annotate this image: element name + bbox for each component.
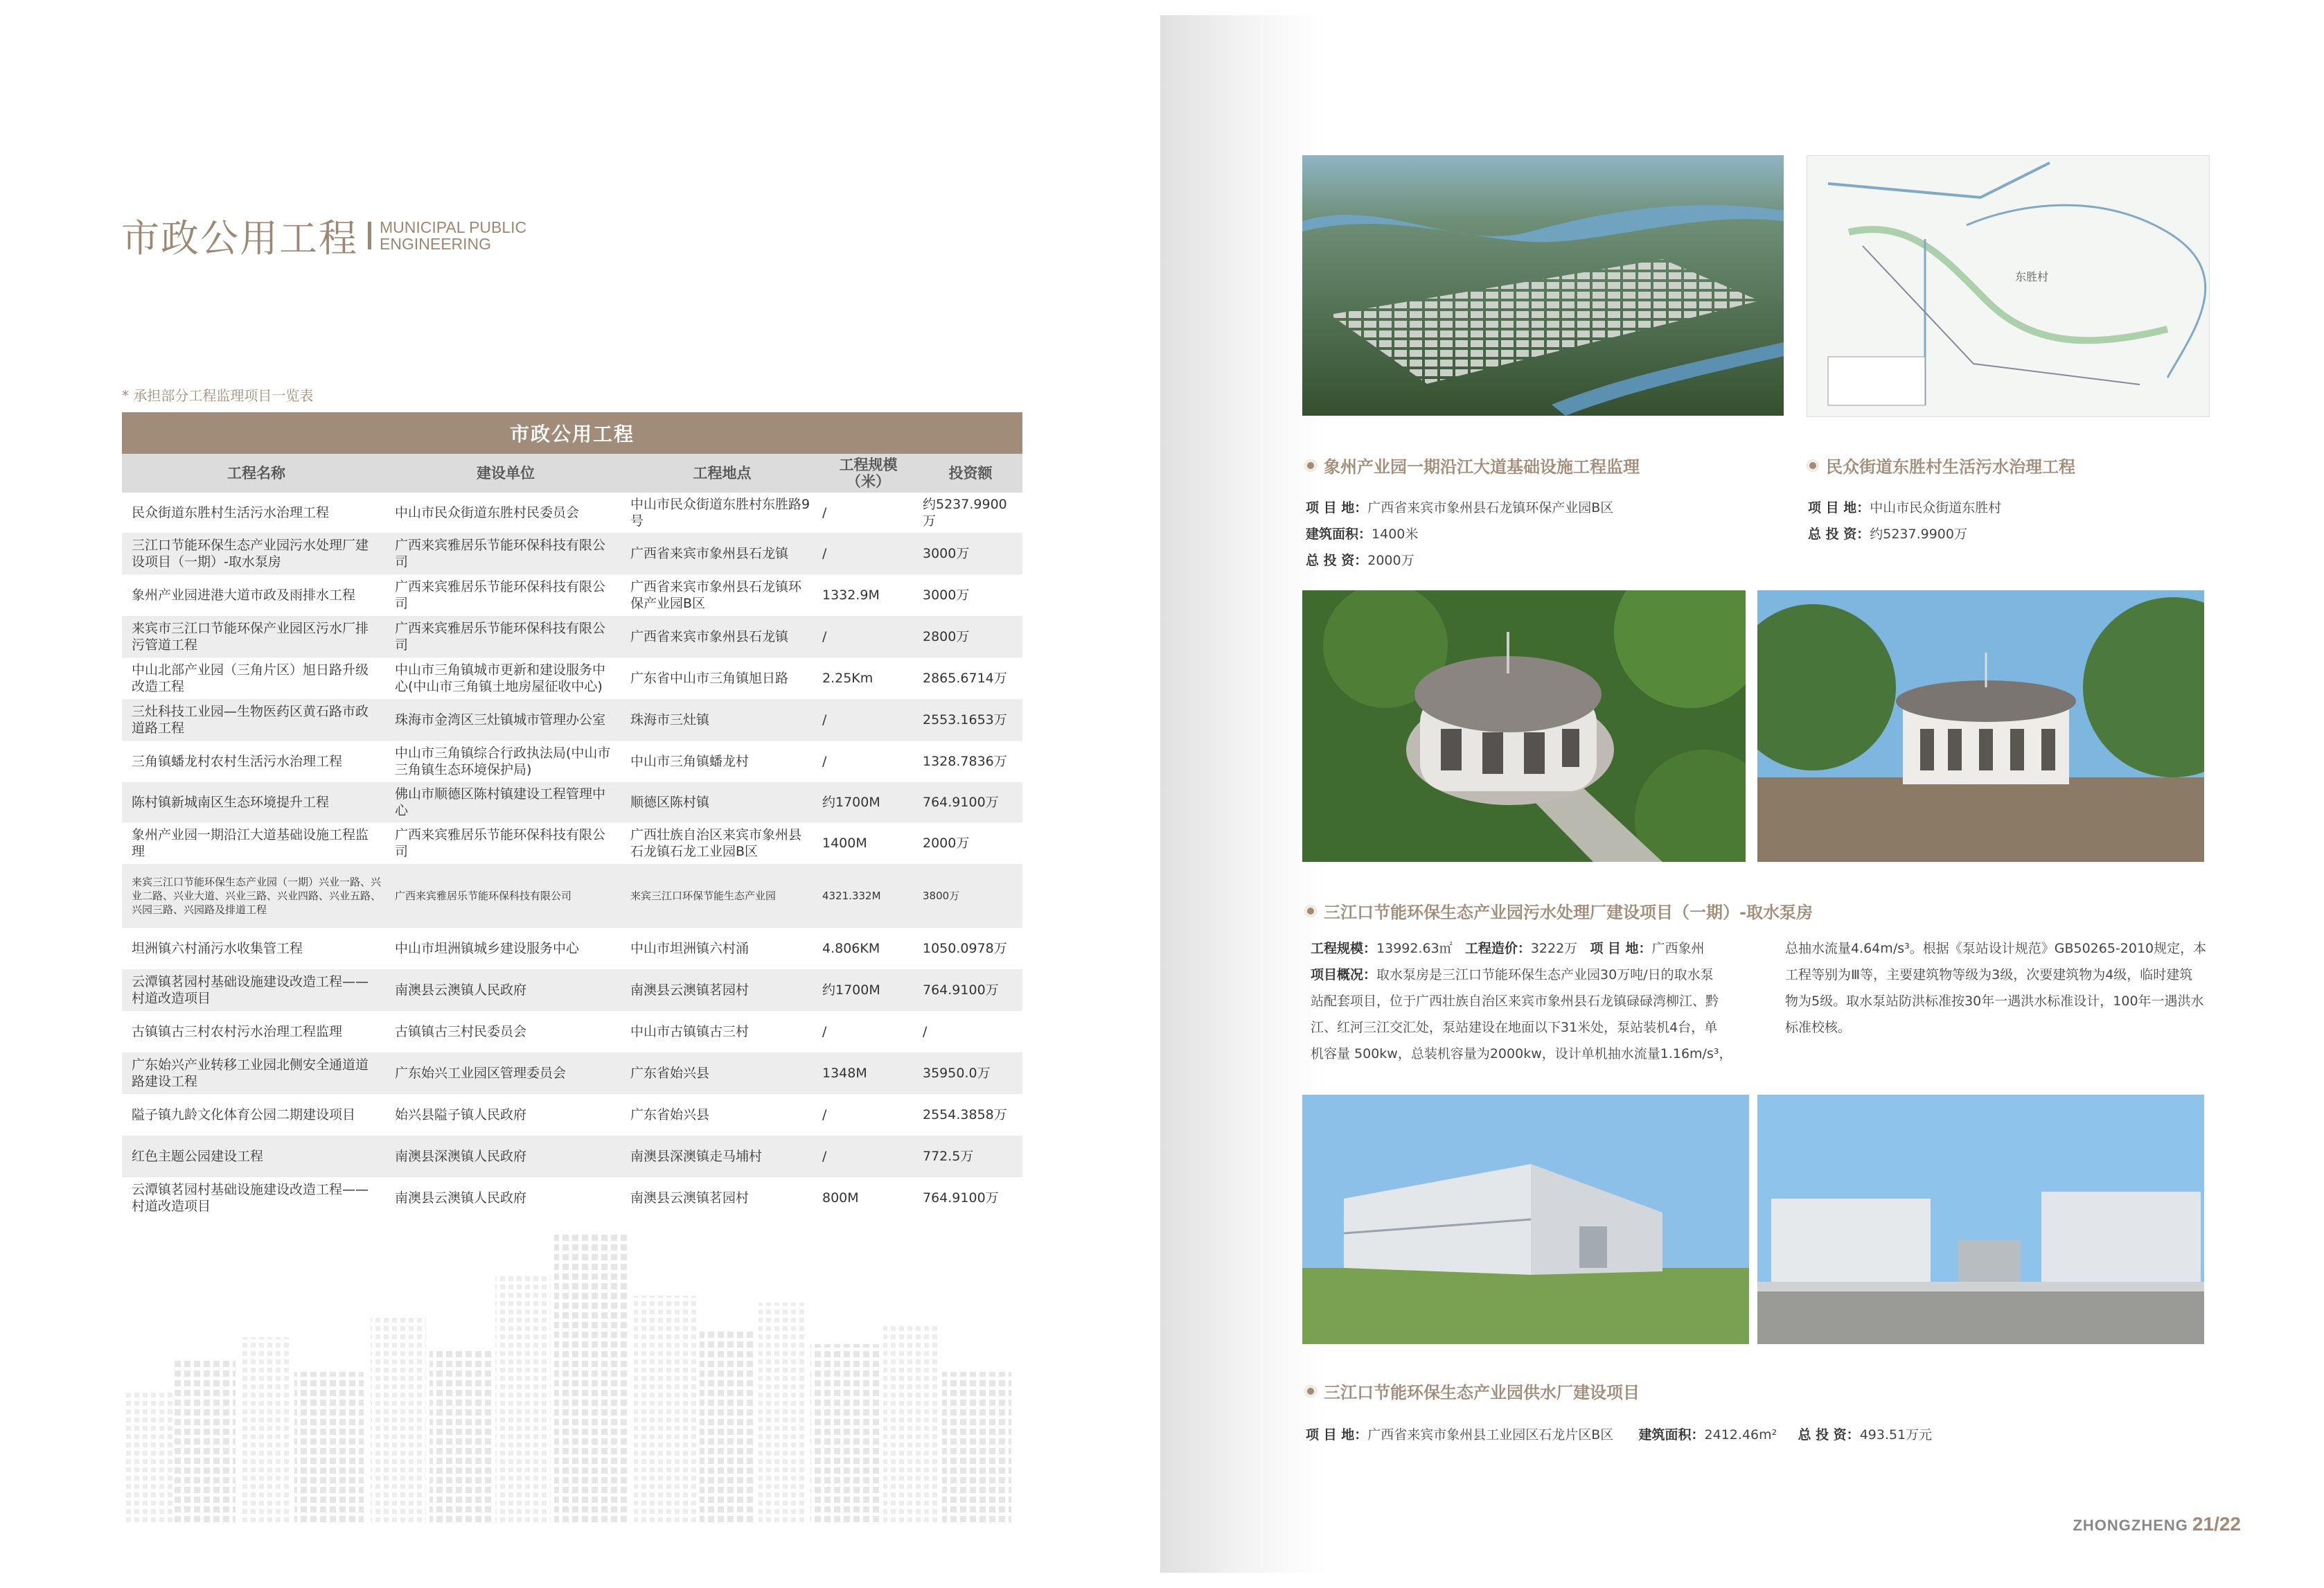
project-name-cell: 三角镇蟠龙村农村生活污水治理工程 <box>132 754 343 769</box>
table-row <box>122 658 1022 699</box>
title-divider <box>368 222 371 249</box>
table-row <box>122 822 1022 864</box>
project1-investment: 2000万 <box>1367 553 1414 568</box>
project-name-cell: 广东始兴产业转移工业园北侧安全通道道路建设工程 <box>132 1057 369 1089</box>
investment-cell: 772.5万 <box>923 1149 974 1164</box>
label: 总 投 资： <box>1808 527 1870 542</box>
column-header: 工程名称 <box>227 465 285 482</box>
investment-cell: 2000万 <box>923 836 970 851</box>
project-name-cell: 古镇镇古三村农村污水治理工程监理 <box>132 1024 343 1039</box>
label: 总 投 资： <box>1306 553 1368 568</box>
owner-cell: 珠海市金湾区三灶镇城市管理办公室 <box>395 712 606 727</box>
table-row <box>122 1011 1022 1052</box>
label: 建筑面积： <box>1306 527 1372 542</box>
water-plant-photo-right <box>1757 1095 2204 1344</box>
owner-cell: 中山市坦洲镇城乡建设服务中心 <box>395 941 580 956</box>
table-note: * 承担部分工程监理项目一览表 <box>122 387 314 404</box>
scale-cell: / <box>822 505 827 520</box>
section-title-en-line1: MUNICIPAL PUBLIC <box>380 218 527 236</box>
table-row <box>122 864 1022 928</box>
owner-cell: 南澳县云澳镇人民政府 <box>395 1190 527 1206</box>
owner-cell: 广西来宾雅居乐节能环保科技有限公司 <box>395 890 572 902</box>
project4-area: 2412.46m² <box>1704 1427 1777 1443</box>
investment-cell: 1050.0978万 <box>923 941 1007 956</box>
owner-cell: 广东始兴工业园区管理委员会 <box>395 1066 567 1081</box>
project3-right-line4: 标准校核。 <box>1785 1020 1852 1035</box>
label: 项 目 地： <box>1306 1427 1368 1443</box>
project4-caption <box>1304 1379 1640 1403</box>
project3-overview-line1: 取水泵房是三江口节能环保生态产业园30万吨/日的取水泵 <box>1376 967 1714 982</box>
label: 建筑面积： <box>1638 1427 1705 1443</box>
investment-cell: 764.9100万 <box>923 982 999 998</box>
location-cell: 中山市民众街道东胜村东胜路9号 <box>630 497 810 529</box>
project-name-cell: 隘子镇九龄文化体育公园二期建设项目 <box>132 1107 356 1122</box>
city-skyline-decoration <box>125 1233 1011 1524</box>
scale-cell: 4321.332M <box>822 890 881 902</box>
project1-caption <box>1304 453 1640 477</box>
project-name-cell: 三灶科技工业园—生物医药区黄石路市政道路工程 <box>132 704 369 736</box>
project3-title: 三江口节能环保生态产业园污水处理厂建设项目（一期）-取水泵房 <box>1324 903 1813 922</box>
project3-right-line3: 物为5级。取水泵站防洪标准按30年一遇洪水标准设计，100年一遇洪水 <box>1785 994 2204 1009</box>
owner-cell: 广西来宾雅居乐节能环保科技有限公司 <box>395 621 606 653</box>
section-title <box>121 208 526 263</box>
project-name-cell: 来宾三江口节能环保生态产业园（一期）兴业一路、兴业二路、兴业大道、兴业三路、兴业四路、兴业五路、兴园三路、兴园路及排道工程 <box>132 876 382 916</box>
owner-cell: 中山市民众街道东胜村民委员会 <box>395 505 580 520</box>
location-cell: 南澳县云澳镇茗园村 <box>630 982 749 998</box>
project1-location: 广西省来宾市象州县石龙镇环保产业园B区 <box>1367 500 1614 515</box>
label: 项 目 地： <box>1590 941 1652 956</box>
owner-cell: 南澳县深澳镇人民政府 <box>395 1149 527 1164</box>
project-table <box>122 412 1022 1219</box>
project2-caption <box>1807 453 2075 477</box>
project3-location: 广西象州 <box>1651 941 1705 956</box>
project1-info <box>1306 495 1613 574</box>
owner-cell: 广西来宾雅居乐节能环保科技有限公司 <box>395 538 606 570</box>
table-header-row <box>122 454 1022 493</box>
project-name-cell: 中山北部产业园（三角片区）旭日路升级改造工程 <box>132 662 369 694</box>
project3-scale: 13992.63㎡ <box>1376 941 1453 956</box>
project3-overview-line2: 站配套项目，位于广西壮族自治区来宾市象州县石龙镇碌碌湾柳江、黔 <box>1311 994 1719 1009</box>
project-name-cell: 象州产业园进港大道市政及雨排水工程 <box>132 588 356 603</box>
pump-house-aerial-photo <box>1302 590 1746 862</box>
project-name-cell: 陈村镇新城南区生态环境提升工程 <box>132 795 330 810</box>
label: 工程规模： <box>1311 941 1377 956</box>
project3-details-left <box>1311 935 1768 1067</box>
scale-cell: 800M <box>822 1190 859 1206</box>
owner-cell: 广西来宾雅居乐节能环保科技有限公司 <box>395 579 606 611</box>
bullet-icon <box>1304 905 1317 917</box>
table-row <box>122 699 1022 741</box>
table-row <box>122 969 1022 1011</box>
project-name-cell: 云潭镇茗园村基础设施建设改造工程——村道改造项目 <box>132 1182 369 1214</box>
investment-cell: 2553.1653万 <box>923 712 1007 727</box>
table-row <box>122 1177 1022 1219</box>
location-cell: 南澳县云澳镇茗园村 <box>630 1190 749 1206</box>
location-cell: 广西省来宾市象州县石龙镇 <box>630 546 789 561</box>
project-name-cell: 民众街道东胜村生活污水治理工程 <box>132 505 330 520</box>
project3-caption <box>1304 899 1813 923</box>
location-cell: 来宾三江口环保节能生态产业园 <box>630 890 777 902</box>
investment-cell: 764.9100万 <box>923 1190 999 1206</box>
investment-cell: 2554.3858万 <box>923 1107 1007 1122</box>
owner-cell: 广西来宾雅居乐节能环保科技有限公司 <box>395 827 606 859</box>
table-row <box>122 782 1022 822</box>
project-name-cell: 云潭镇茗园村基础设施建设改造工程——村道改造项目 <box>132 974 369 1006</box>
section-title-en <box>380 219 526 252</box>
project4-info <box>1306 1422 1932 1448</box>
page-numbers: 21/22 <box>2192 1513 2241 1535</box>
location-cell: 广西省来宾市象州县石龙镇环保产业园B区 <box>630 579 802 611</box>
project2-investment: 约5237.9900万 <box>1870 527 1967 542</box>
scale-cell: 4.806KM <box>822 941 880 956</box>
owner-cell: 佛山市顺德区陈村镇建设工程管理中心 <box>395 786 606 818</box>
investment-cell: 3000万 <box>923 546 970 561</box>
location-cell: 中山市古镇镇古三村 <box>630 1024 749 1039</box>
owner-cell: 始兴县隘子镇人民政府 <box>395 1107 527 1122</box>
column-header: 工程规模（米） <box>839 457 898 490</box>
project-name-cell: 红色主题公园建设工程 <box>132 1149 264 1164</box>
investment-cell: 2800万 <box>923 629 970 644</box>
column-header: 投资额 <box>948 465 993 482</box>
scale-cell: / <box>822 1024 827 1039</box>
project-name-cell: 坦洲镇六村涌污水收集管工程 <box>132 941 303 956</box>
investment-cell: 3000万 <box>923 588 970 603</box>
location-cell: 中山市坦洲镇六村涌 <box>630 941 749 956</box>
location-cell: 中山市三角镇蟠龙村 <box>630 754 749 769</box>
project3-right-line1: 总抽水流量4.64m/s³。根据《泵站设计规范》GB50265-2010规定，本 <box>1785 941 2207 956</box>
label: 项 目 地： <box>1306 500 1368 515</box>
project2-title: 民众街道东胜村生活污水治理工程 <box>1826 457 2075 477</box>
scale-cell: / <box>822 754 827 769</box>
investment-cell: 35950.0万 <box>923 1066 991 1081</box>
left-page <box>0 0 1160 1588</box>
label: 项目概况： <box>1311 967 1377 982</box>
location-cell: 广东省始兴县 <box>630 1107 710 1122</box>
table-row <box>122 616 1022 658</box>
scale-cell: 1348M <box>822 1066 867 1081</box>
project3-overview-line3: 江、红河三江交汇处，泵站建设在地面以下31米处，泵站装机4台，单 <box>1311 1020 1718 1035</box>
project3-cost: 3222万 <box>1530 941 1578 956</box>
village-map-image <box>1807 155 2210 417</box>
scale-cell: / <box>822 546 827 561</box>
scale-cell: / <box>822 1107 827 1122</box>
location-cell: 珠海市三灶镇 <box>630 712 710 727</box>
label: 项 目 地： <box>1808 500 1870 515</box>
scale-cell: / <box>822 629 827 644</box>
owner-cell: 中山市三角镇综合行政执法局(中山市三角镇生态环境保护局) <box>395 746 611 777</box>
map-village-label: 东胜村 <box>2015 270 2049 283</box>
scale-cell: 约1700M <box>822 982 880 998</box>
scale-cell: 2.25Km <box>822 671 873 686</box>
location-cell: 广西壮族自治区来宾市象州县石龙镇石龙工业园B区 <box>630 827 802 859</box>
section-title-en-line2: ENGINEERING <box>380 234 492 253</box>
table-row <box>122 1052 1022 1094</box>
location-cell: 广西省来宾市象州县石龙镇 <box>630 629 789 644</box>
project-name-cell: 三江口节能环保生态产业园污水处理厂建设项目（一期）-取水泵房 <box>132 538 369 570</box>
location-cell: 顺德区陈村镇 <box>630 795 710 810</box>
label: 总 投 资： <box>1798 1427 1860 1443</box>
label: 工程造价： <box>1464 941 1531 956</box>
location-cell: 广东省始兴县 <box>630 1066 710 1081</box>
table-row <box>122 533 1022 574</box>
investment-cell: 2865.6714万 <box>923 671 1007 686</box>
table-row <box>122 1136 1022 1177</box>
location-cell: 南澳县深澳镇走马埔村 <box>630 1149 763 1164</box>
project3-overview-line4: 机容量 500kw，总装机容量为2000kw，设计单机抽水流量1.16m/s³， <box>1311 1046 1732 1061</box>
table-row <box>122 741 1022 782</box>
owner-cell: 中山市三角镇城市更新和建设服务中心(中山市三角镇土地房屋征收中心) <box>395 662 606 694</box>
bullet-icon <box>1304 1385 1317 1397</box>
investment-cell: / <box>923 1024 928 1039</box>
table-row <box>122 493 1022 533</box>
right-page <box>1160 15 2324 1573</box>
table-row <box>122 574 1022 616</box>
location-cell: 广东省中山市三角镇旭日路 <box>630 671 789 686</box>
column-header: 建设单位 <box>477 465 535 482</box>
aerial-park-photo <box>1302 155 1784 416</box>
project4-location: 广西省来宾市象州县工业园区石龙片区B区 <box>1367 1427 1614 1443</box>
investment-cell: 764.9100万 <box>923 795 999 810</box>
project4-title: 三江口节能环保生态产业园供水厂建设项目 <box>1324 1383 1640 1402</box>
scale-cell: 约1700M <box>822 795 880 810</box>
bullet-icon <box>1807 459 1819 472</box>
project3-details-right <box>1785 935 2215 1041</box>
table-row <box>122 928 1022 969</box>
project3-right-line2: 工程等别为Ⅲ等，主要建筑物等级为3级，次要建筑物为4级，临时建筑 <box>1785 967 2193 982</box>
project1-title: 象州产业园一期沿江大道基础设施工程监理 <box>1324 457 1640 477</box>
column-header: 工程地点 <box>693 465 752 482</box>
project1-area: 1400米 <box>1372 527 1419 542</box>
owner-cell: 南澳县云澳镇人民政府 <box>395 982 527 998</box>
scale-cell: / <box>822 712 827 727</box>
table-title: 市政公用工程 <box>122 412 1022 454</box>
investment-cell: 3800万 <box>923 890 960 902</box>
section-title-cn: 市政公用工程 <box>121 216 359 261</box>
owner-cell: 古镇镇古三村民委员会 <box>395 1024 527 1039</box>
scale-cell: 1332.9M <box>822 588 880 603</box>
table-row <box>122 1094 1022 1136</box>
page-footer <box>2073 1513 2241 1535</box>
project4-investment: 493.51万元 <box>1859 1427 1933 1443</box>
project-name-cell: 象州产业园一期沿江大道基础设施工程监理 <box>132 827 369 859</box>
brand-name: ZHONGZHENG <box>2073 1517 2188 1534</box>
water-plant-photo-left <box>1302 1095 1749 1344</box>
investment-cell: 约5237.9900万 <box>923 497 1007 529</box>
pump-house-ground-photo <box>1757 590 2204 862</box>
project2-info <box>1808 495 2001 547</box>
project2-location: 中山市民众街道东胜村 <box>1870 500 2002 515</box>
bullet-icon <box>1304 459 1317 472</box>
investment-cell: 1328.7836万 <box>923 754 1007 769</box>
scale-cell: / <box>822 1149 827 1164</box>
project-name-cell: 来宾市三江口节能环保产业园区污水厂排污管道工程 <box>132 621 369 653</box>
scale-cell: 1400M <box>822 836 867 851</box>
